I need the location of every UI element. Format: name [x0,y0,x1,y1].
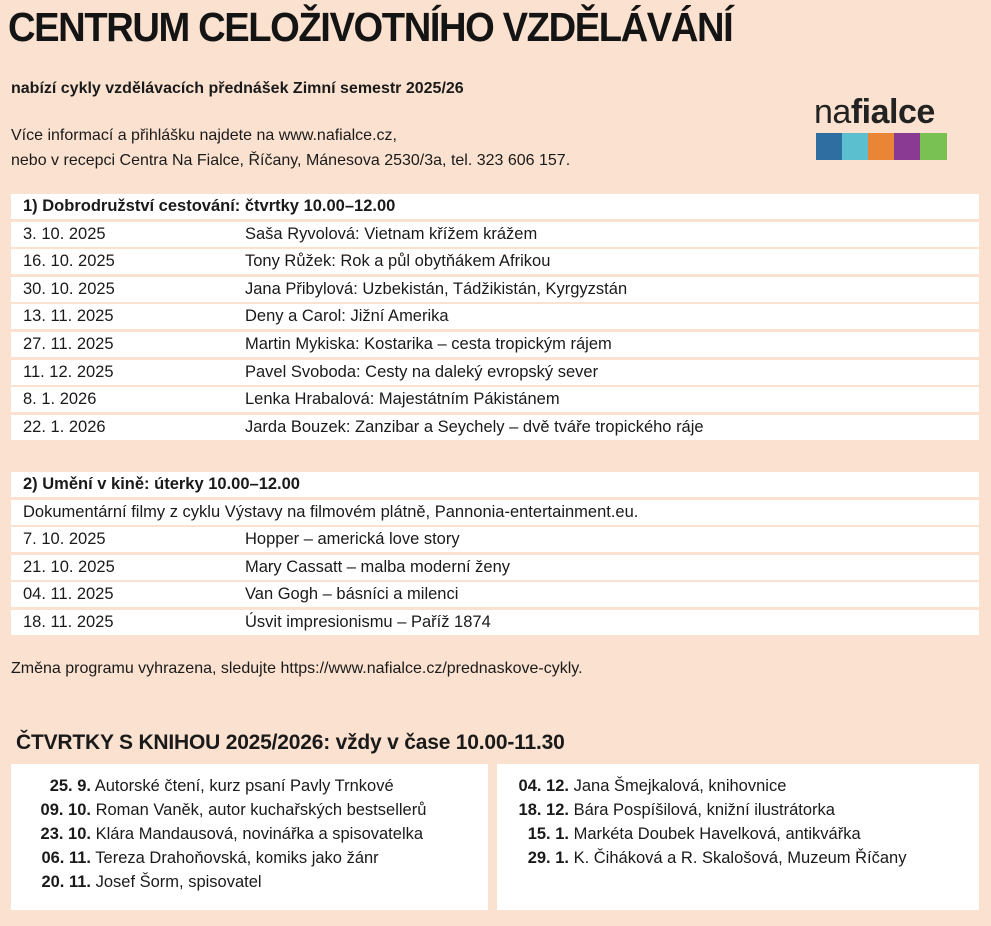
logo-text-bold: fialce [850,93,935,131]
table-row [11,277,979,302]
table-row [11,304,979,329]
book-schedule-left [11,764,488,910]
list-item [507,846,907,870]
lecture-date: 22. 1. 2026 [23,417,106,436]
lecture-title: Jana Přibylová: Uzbekistán, Tádžikistán, Kyrgyzstán [245,279,628,298]
book-date: 23. 10. [40,825,91,843]
lecture-title: Martin Mykiska: Kostarika – cesta tropickým rájem [245,334,612,353]
book-date: 06. 11. [41,849,91,867]
lecture-date: 7. 10. 2025 [23,530,106,549]
book-date: 09. 10. [40,801,91,819]
table-row [11,582,979,607]
table-row [11,222,979,247]
book-event: Markéta Doubek Havelková, antikvářka [573,825,861,843]
logo-bar [868,133,895,160]
table-row [11,555,979,580]
book-event: Bára Pospíšilová, knižní ilustrátorka [573,801,835,819]
book-date: 18. 12. [518,801,569,819]
lecture-title: Úsvit impresionismu – Paříž 1874 [245,612,491,631]
lecture-date: 8. 1. 2026 [23,390,97,409]
book-schedule-right [497,764,979,910]
book-event: Autorské čtení, kurz psaní Pavly Trnkové [94,777,394,795]
table-row [11,387,979,412]
lecture-title: Jarda Bouzek: Zanzibar a Seychely – dvě tváře tropického ráje [245,417,704,436]
info-line-2: nebo v recepci Centra Na Fialce, Říčany, Mánesova 2530/3a, tel. 323 606 157. [11,152,571,169]
info-line-1: Více informací a přihlášku najdete na www.nafialce.cz, [11,127,397,144]
book-event: Klára Mandausová, novinářka a spisovatelka [95,825,424,843]
cycle-2-heading-row [11,472,979,497]
logo-bar [920,133,947,160]
nafialce-logo [814,92,950,168]
book-event: Jana Šmejkalová, knihovnice [573,777,787,795]
cycle-2-schedule [11,472,979,638]
list-item [507,774,786,798]
cycle-2-heading: 2) Umění v kině: úterky 10.00–12.00 [23,475,300,493]
book-date: 15. 1. [527,825,569,843]
logo-text-light: na [814,93,851,131]
list-item [21,798,426,822]
lecture-date: 13. 11. 2025 [23,307,114,326]
cycle-1-heading: 1) Dobrodružství cestování: čtvrtky 10.00–12.00 [23,197,396,215]
book-event: Tereza Drahoňovská, komiks jako žánr [95,849,379,867]
lecture-date: 21. 10. 2025 [23,557,115,576]
list-item [507,822,861,846]
table-row [11,527,979,552]
cycle-2-description: Dokumentární filmy z cyklu Výstavy na filmovém plátně, Pannonia-entertainment.eu. [23,502,639,521]
logo-bar [894,133,921,160]
list-item [21,774,394,798]
table-row [11,249,979,274]
book-date: 04. 12. [518,777,569,795]
lecture-date: 18. 11. 2025 [23,612,114,631]
lecture-date: 27. 11. 2025 [23,334,114,353]
book-date: 29. 1. [527,849,569,867]
cycle-1-schedule [11,194,979,442]
logo-bar [816,133,843,160]
book-date: 25. 9. [49,777,91,795]
book-event: Roman Vaněk, autor kuchařských bestsellerů [95,801,427,819]
lecture-date: 30. 10. 2025 [23,279,115,298]
lecture-title: Deny a Carol: Jižní Amerika [245,307,449,326]
book-date: 20. 11. [41,873,91,891]
program-change-note: Změna programu vyhrazena, sledujte https://www.nafialce.cz/prednaskove-cykly. [11,660,583,677]
logo-wordmark [814,92,935,132]
lecture-title: Pavel Svoboda: Cesty na daleký evropský sever [245,362,599,381]
book-thursdays-title: ČTVRTKY S KNIHOU 2025/2026: vždy v čase 10.00-11.30 [16,731,565,754]
table-row [11,332,979,357]
lecture-date: 3. 10. 2025 [23,224,106,243]
cycle-1-heading-row [11,194,979,219]
list-item [21,846,379,870]
lecture-date: 04. 11. 2025 [23,585,114,604]
lecture-title: Saša Ryvolová: Vietnam křížem krážem [245,224,538,243]
page-subtitle: nabízí cykly vzdělávacích přednášek Zimní semestr 2025/26 [11,80,464,97]
lecture-title: Van Gogh – básníci a milenci [245,585,459,604]
list-item [507,798,835,822]
table-row [11,415,979,440]
lecture-title: Hopper – americká love story [245,530,460,549]
lecture-title: Lenka Hrabalová: Majestátním Pákistánem [245,390,560,409]
page-title: CENTRUM CELOŽIVOTNÍHO VZDĚLÁVÁNÍ [8,4,733,50]
lecture-date: 11. 12. 2025 [23,362,114,381]
list-item [21,822,423,846]
book-event: Josef Šorm, spisovatel [95,873,262,891]
book-event: K. Čiháková a R. Skalošová, Muzeum Říčany [573,849,907,867]
logo-bar [842,133,869,160]
lecture-date: 16. 10. 2025 [23,252,115,271]
lecture-title: Mary Cassatt – malba moderní ženy [245,557,511,576]
cycle-2-description-row [11,500,979,525]
table-row [11,360,979,385]
lecture-title: Tony Růžek: Rok a půl obytňákem Afrikou [245,252,551,271]
table-row [11,610,979,635]
list-item [21,870,262,894]
